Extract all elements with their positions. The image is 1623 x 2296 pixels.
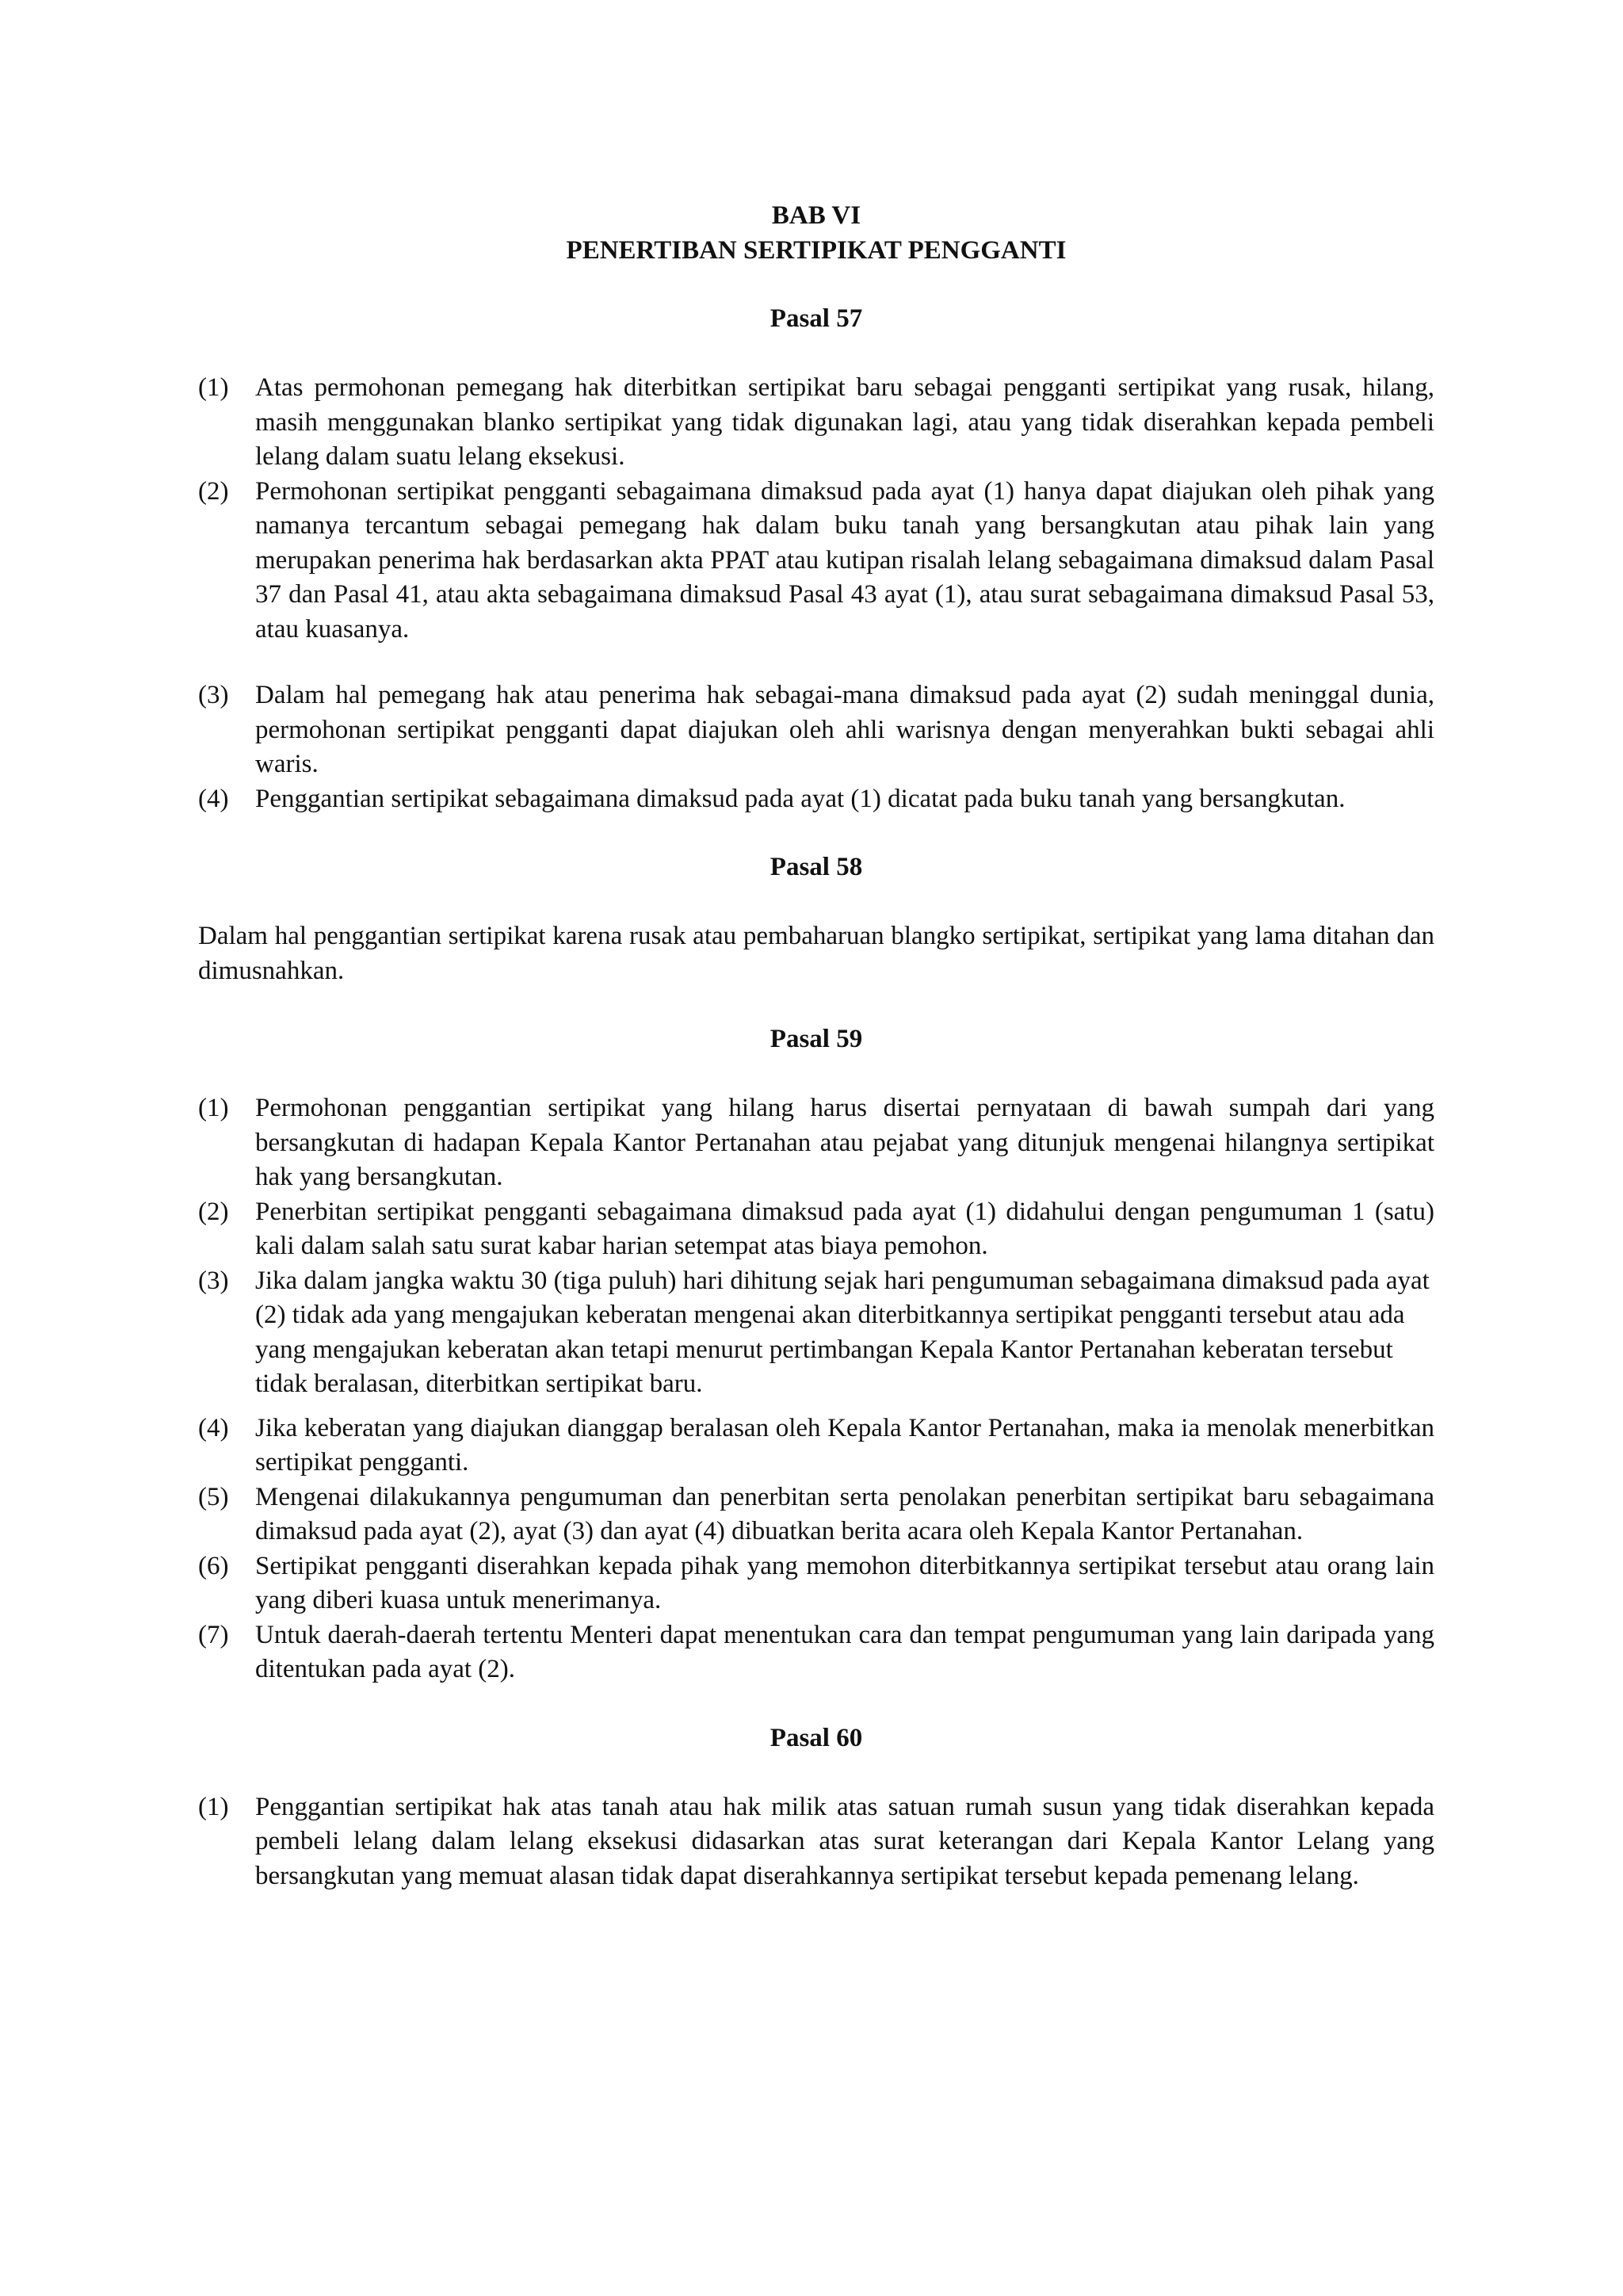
item-text: Permohonan penggantian sertipikat yang hilang harus disertai pernyataan di bawah sumpah dari yang bersangkutan di hadapan Kepala Kantor Pertanahan atau pejabat yang ditunjuk mengenai hilangnya sertipikat hak yang bersangkutan. (255, 1094, 1434, 1191)
item-number: (3) (198, 1266, 229, 1295)
list-item (198, 1618, 1434, 1687)
article-items (198, 1790, 1434, 1894)
item-text: Sertipikat pengganti diserahkan kepada pihak yang memohon diterbitkannya sertipikat tersebut atau orang lain yang diberi kuasa untuk menerimanya. (255, 1551, 1434, 1614)
item-number: (4) (198, 784, 229, 813)
list-item (198, 678, 1434, 782)
document-page (198, 198, 1434, 1893)
article-paragraph: Dalam hal penggantian sertipikat karena rusak atau pembaharuan blangko sertipikat, sertipikat yang lama ditahan dan dimusnahkan. (198, 922, 1434, 985)
article-58 (198, 850, 1434, 988)
item-number: (6) (198, 1551, 229, 1580)
chapter-number: BAB VI (771, 201, 861, 230)
item-text: Mengenai dilakukannya pengumuman dan penerbitan serta penolakan penerbitan sertipikat baru sebagaimana dimaksud pada ayat (2), ayat (3) dan ayat (4) dibuatkan berita acara oleh Kepala Kantor Pertanahan. (255, 1482, 1434, 1545)
article-heading: Pasal 57 (769, 304, 863, 333)
item-number: (2) (198, 1197, 229, 1226)
item-text: Penerbitan sertipikat pengganti sebagaimana dimaksud pada ayat (1) didahului dengan pengumuman 1 (satu) kali dalam salah satu surat kabar harian setempat atas biaya pemohon. (255, 1197, 1434, 1260)
list-item (198, 1264, 1434, 1402)
item-number: (5) (198, 1482, 229, 1511)
item-number: (1) (198, 1094, 229, 1122)
article-heading: Pasal 60 (769, 1723, 863, 1752)
item-number: (1) (198, 1792, 229, 1821)
item-text: Permohonan sertipikat pengganti sebagaimana dimaksud pada ayat (1) hanya dapat diajukan oleh pihak yang namanya tercantum sebagai pemegang hak dalam buku tanah yang bersangkutan atau pihak lain yang merupakan penerima hak berdasarkan akta PPAT atau kutipan risalah lelang sebagaimana dimaksud dalam Pasal 37 dan Pasal 41, atau akta sebagaimana dimaksud Pasal 43 ayat (1), atau surat sebagaimana dimaksud Pasal 53, atau kuasanya. (255, 476, 1434, 644)
item-text: Dalam hal pemegang hak atau penerima hak sebagai-mana dimaksud pada ayat (2) sudah meninggal dunia, permohonan sertipikat pengganti dapat diajukan oleh ahli warisnya dengan menyerahkan bukti sebagai ahli waris. (255, 681, 1434, 778)
item-text: Jika dalam jangka waktu 30 (tiga puluh) hari dihitung sejak hari pengumuman sebagaimana dimaksud pada ayat (2) tidak ada yang mengajukan keberatan mengenai akan diterbitkannya sertipikat pengganti tersebut atau ada yang mengajukan keberatan akan tetapi menurut pertimbangan Kepala Kantor Pertanahan keberatan tersebut tidak beralasan, diterbitkan sertipikat baru. (255, 1266, 1430, 1398)
article-57 (198, 301, 1434, 816)
list-item (198, 371, 1434, 475)
list-item (198, 1480, 1434, 1549)
item-number: (1) (198, 373, 229, 402)
list-item (198, 1790, 1434, 1894)
chapter-title: PENERTIBAN SERTIPIKAT PENGGANTI (566, 236, 1067, 265)
article-items (198, 371, 1434, 816)
list-item (198, 475, 1434, 648)
article-60 (198, 1721, 1434, 1894)
item-text: Jika keberatan yang diajukan dianggap beralasan oleh Kepala Kantor Pertanahan, maka ia menolak menerbitkan sertipikat pengganti. (255, 1413, 1434, 1477)
list-item (198, 1412, 1434, 1480)
list-item (198, 1549, 1434, 1618)
list-item (198, 1091, 1434, 1195)
article-heading: Pasal 59 (769, 1025, 863, 1053)
item-text: Untuk daerah-daerah tertentu Menteri dapat menentukan cara dan tempat pengumuman yang lain daripada yang ditentukan pada ayat (2). (255, 1620, 1434, 1683)
article-59 (198, 1022, 1434, 1687)
list-item (198, 1195, 1434, 1264)
list-item (198, 782, 1434, 817)
item-number: (4) (198, 1413, 229, 1442)
article-items (198, 1091, 1434, 1687)
item-text: Penggantian sertipikat hak atas tanah atau hak milik atas satuan rumah susun yang tidak diserahkan kepada pembeli lelang dalam lelang eksekusi didasarkan atas surat keterangan dari Kepala Kantor Lelang yang bersangkutan yang memuat alasan tidak dapat diserahkannya sertipikat tersebut kepada pemenang lelang. (255, 1792, 1434, 1890)
item-text: Atas permohonan pemegang hak diterbitkan sertipikat baru sebagai pengganti sertipikat yang rusak, hilang, masih menggunakan blanko sertipikat yang tidak digunakan lagi, atau yang tidak diserahkan kepada pembeli lelang dalam suatu lelang eksekusi. (255, 373, 1434, 471)
article-heading: Pasal 58 (769, 853, 863, 881)
item-number: (7) (198, 1620, 229, 1649)
item-number: (3) (198, 681, 229, 709)
item-number: (2) (198, 476, 229, 506)
item-text: Penggantian sertipikat sebagaimana dimaksud pada ayat (1) dicatat pada buku tanah yang bersangkutan. (255, 784, 1346, 813)
